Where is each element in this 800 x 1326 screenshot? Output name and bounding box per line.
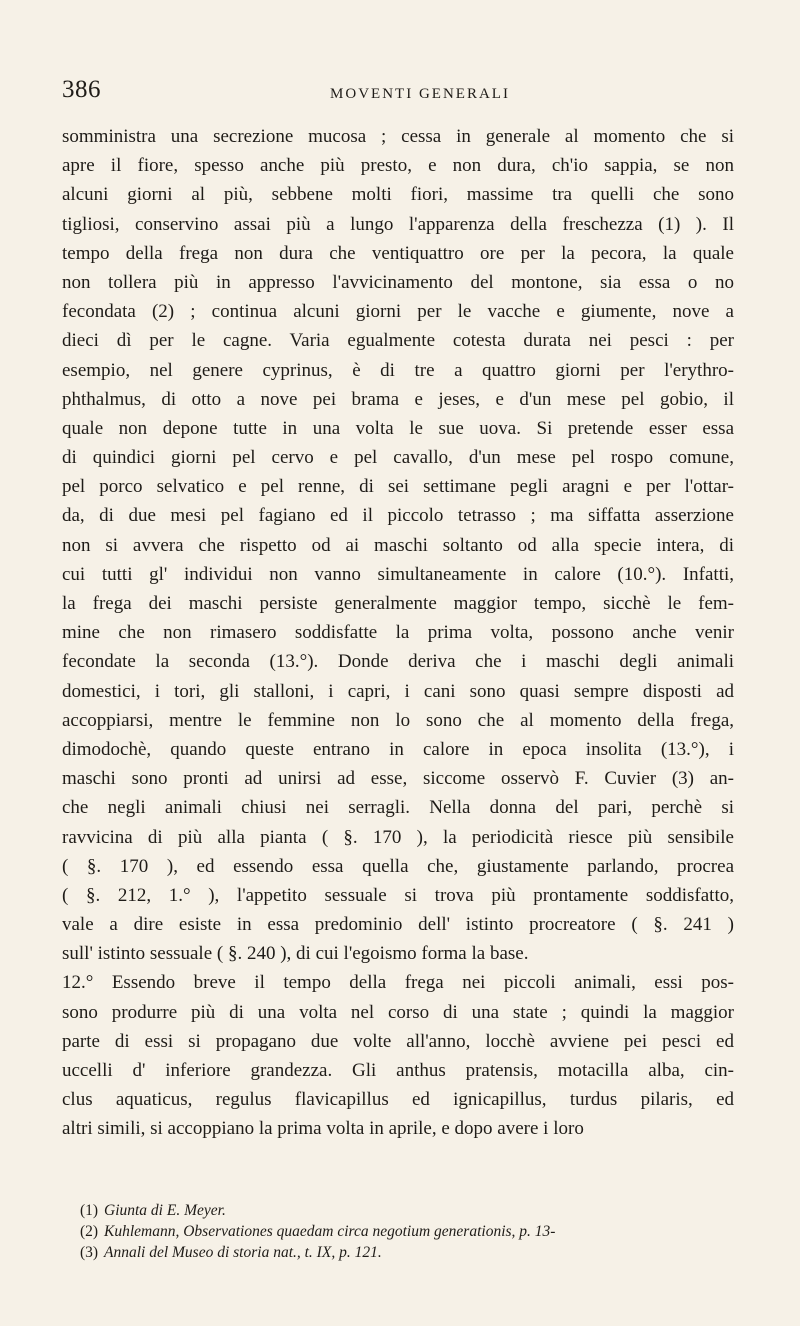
- text-line: pel porco selvatico e pel renne, di sei settimane pegli aragni e per l'ottar-: [62, 476, 734, 498]
- text-line: ( §. 170 ), ed essendo essa quella che, giustamente parlando, procrea: [62, 855, 734, 877]
- text-line: altri simili, si accoppiano la prima volta in aprile, e dopo avere i loro: [62, 1118, 584, 1140]
- running-head: MOVENTI GENERALI: [330, 86, 510, 102]
- text-line: cui tutti gl' individui non vanno simultaneamente in calore (10.°). Infatti,: [62, 563, 734, 585]
- footnote: [80, 1221, 740, 1242]
- footnote: [80, 1242, 740, 1263]
- text-line: ( §. 212, 1.° ), l'appetito sessuale si trova più prontamente soddisfatto,: [62, 884, 734, 906]
- text-line: uccelli d' inferiore grandezza. Gli anthus pratensis, motacilla alba, cin-: [62, 1060, 734, 1081]
- text-line: da, di due mesi pel fagiano ed il piccolo tetrasso ; ma siffatta asserzione: [62, 505, 734, 527]
- text-line: esempio, nel genere cyprinus, è di tre a quattro giorni per l'erythro-: [62, 359, 734, 381]
- text-line: vale a dire esiste in essa predominio dell' istinto procreatore ( §. 241 ): [62, 914, 734, 936]
- text-line: clus aquaticus, regulus flavicapillus ed ignicapillus, turdus pilaris, ed: [62, 1089, 734, 1111]
- text-line: accoppiarsi, mentre le femmine non lo sono che al momento della frega,: [62, 709, 734, 731]
- footnote-number: (2): [80, 1223, 99, 1240]
- page-number: 386: [62, 76, 101, 103]
- text-line: che negli animali chiusi nei serragli. Nella donna del pari, perchè si: [62, 797, 734, 819]
- text-line: domestici, i tori, gli stalloni, i capri, i cani sono quasi sempre disposti ad: [62, 680, 734, 702]
- text-line: la frega dei maschi persiste generalmente maggior tempo, sicchè le fem-: [62, 593, 734, 614]
- text-line: fecondate la seconda (13.°). Donde deriva che i maschi degli animali: [62, 651, 734, 673]
- text-line: non si avvera che rispetto od ai maschi soltanto od alla specie intera, di: [62, 534, 734, 556]
- text-line: apre il fiore, spesso anche più presto, e non dura, ch'io sappia, se non: [62, 155, 734, 177]
- text-line: ravvicina di più alla pianta ( §. 170 ), la periodicità riesce più sensibile: [62, 826, 734, 848]
- text-line: dieci dì per le cagne. Varia egualmente cotesta durata nei pesci : per: [62, 330, 734, 352]
- text-line: quale non depone tutte in una volta le sue uova. Si pretende esser essa: [62, 417, 734, 439]
- footnotes: [80, 1200, 740, 1263]
- body-text: [62, 122, 734, 1144]
- text-line: di quindici giorni pel cervo e pel cavallo, d'un mese pel rospo comune,: [62, 447, 734, 469]
- text-line: somministra una secrezione mucosa ; cessa in generale al momento che si: [62, 126, 734, 147]
- text-line: tigliosi, conservino assai più a lungo l'apparenza della freschezza (1) ). Il: [62, 213, 734, 235]
- text-line: sull' istinto sessuale ( §. 240 ), di cui l'egoismo forma la base.: [62, 943, 529, 965]
- footnote-text: Annali del Museo di storia nat., t. IX, p. 121.: [104, 1244, 382, 1261]
- footnote-text: Kuhlemann, Observationes quaedam circa negotium generationis, p. 13-: [104, 1223, 556, 1240]
- text-line: fecondata (2) ; continua alcuni giorni per le vacche e giumente, nove a: [62, 301, 734, 323]
- footnote: [80, 1200, 740, 1221]
- footnote-number: (3): [80, 1244, 99, 1261]
- text-line: alcuni giorni al più, sebbene molti fiori, massime tra quelli che sono: [62, 184, 734, 206]
- footnote-number: (1): [80, 1202, 99, 1219]
- text-line: parte di essi si propagano due volte all'anno, locchè avviene pei pesci ed: [62, 1030, 734, 1052]
- footnote-text: Giunta di E. Meyer.: [104, 1202, 226, 1219]
- text-line: mine che non rimasero soddisfatte la prima volta, possono anche venir: [62, 622, 734, 644]
- text-line: 12.° Essendo breve il tempo della frega nei piccoli animali, essi pos-: [62, 972, 734, 994]
- text-line: non tollera più in appresso l'avvicinamento del montone, sia essa o no: [62, 271, 734, 293]
- text-line: sono produrre più di una volta nel corso di una state ; quindi la maggior: [62, 1001, 734, 1023]
- text-line: tempo della frega non dura che ventiquattro ore per la pecora, la quale: [62, 242, 734, 264]
- text-line: dimodochè, quando queste entrano in calore in epoca insolita (13.°), i: [62, 738, 734, 760]
- text-line: maschi sono pronti ad unirsi ad esse, siccome osservò F. Cuvier (3) an-: [62, 768, 734, 790]
- page-header: [62, 76, 738, 108]
- text-line: phthalmus, di otto a nove pei brama e jeses, e d'un mese pel gobio, il: [62, 388, 734, 410]
